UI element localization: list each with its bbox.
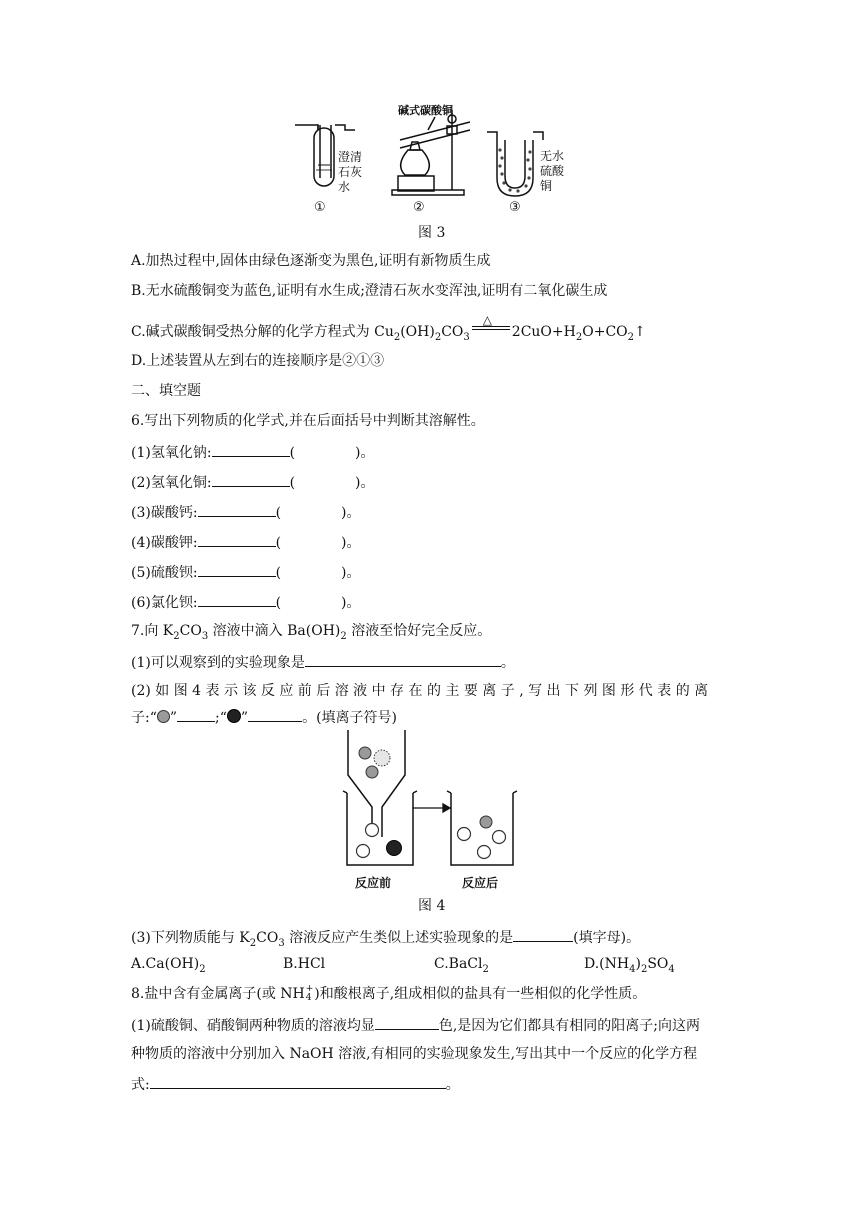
- fig3-caption: 图 3: [418, 225, 446, 241]
- q8-stem: 8.盐中含有金属离子(或 NH + 4 )和酸根离子,组成相似的盐具有一些相似的化学性质。: [131, 984, 647, 1003]
- q8-part-1-line-3: 式: 。: [131, 1073, 460, 1095]
- q7-option-c: C.BaCl$_2$: [434, 956, 489, 975]
- dropper-tube: [348, 730, 405, 837]
- beaker-before: [343, 791, 417, 865]
- answer-blank[interactable]: [212, 441, 290, 457]
- fig3-limewater-label: 澄清: [338, 150, 363, 164]
- white-ion: [478, 846, 491, 859]
- q5-option-d: D.上述装置从左到右的连接顺序是②①③: [131, 353, 385, 369]
- gray-ion-symbol: [157, 710, 170, 723]
- figure-3-apparatus: [0, 0, 860, 240]
- q7-part-2-line-1: (2) 如 图 4 表 示 该 反 应 前 后 溶 液 中 存 在 的 主 要 离 子 , 写 出 下 列 图 形 代 表 的 离: [131, 683, 709, 699]
- white-ion: [357, 845, 370, 858]
- q6-item-1: (1)氢氧化钠: ( )。: [131, 441, 375, 463]
- answer-blank[interactable]: [177, 706, 215, 722]
- q8-part-1-line-1: (1)硫酸铜、硝酸铜两种物质的溶液均显 色,是因为它们都具有相同的阳离子;向这两: [131, 1014, 700, 1036]
- q5-option-b: B.无水硫酸铜变为蓝色,证明有水生成;澄清石灰水变浑浊,证明有二氧化碳生成: [131, 283, 608, 299]
- q5-option-c: C.碱式碳酸铜受热分解的化学方程式为 $Cu_2(OH)_2CO_3$ △ $2CuO+H_2O+CO_2↑$: [131, 320, 646, 348]
- answer-blank[interactable]: [198, 561, 276, 577]
- section-heading: 二、填空题: [131, 383, 201, 399]
- answer-blank[interactable]: [198, 591, 276, 607]
- heating-apparatus: [392, 110, 470, 195]
- answer-blank[interactable]: [248, 706, 302, 722]
- fig3-num-3: ③: [509, 200, 521, 215]
- answer-blank[interactable]: [375, 1014, 439, 1030]
- u-tube-cuso4: [487, 132, 543, 196]
- gray-ion: [366, 766, 378, 778]
- q7-stem: 7.向 $K_2CO_3$ 溶液中滴入 $Ba(OH)_2$ 溶液至恰好完全反应。: [131, 623, 492, 642]
- q7-option-b: B.HCl: [283, 956, 326, 972]
- fig3-limewater-label: 石灰: [338, 165, 363, 179]
- answer-blank[interactable]: [198, 501, 276, 517]
- q7-option-a: $A.Ca(OH)_2$: [131, 956, 206, 975]
- answer-blank[interactable]: [150, 1073, 446, 1089]
- q6-item-2: (2)氢氧化铜: ( )。: [131, 471, 375, 493]
- q8-part-1-line-2: 种物质的溶液中分别加入 NaOH 溶液,有相同的实验现象发生,写出其中一个反应的化学方程: [131, 1046, 698, 1062]
- q6-stem: 6.写出下列物质的化学式,并在后面括号中判断其溶解性。: [131, 413, 485, 429]
- u-tube-granules: [498, 148, 531, 192]
- fig3-limewater-label: 水: [338, 180, 351, 194]
- white-ion: [458, 828, 471, 841]
- q6-item-3: (3)碳酸钙: ( )。: [131, 501, 361, 523]
- fig3-cuso4-label: 无水: [540, 149, 565, 163]
- reaction-arrow: [413, 804, 450, 812]
- fig4-before-label: 反应前: [355, 876, 392, 890]
- nh4-charge: + 4: [305, 984, 314, 1003]
- black-ion: [387, 841, 402, 856]
- q6-item-5: (5)硫酸钡: ( )。: [131, 561, 361, 583]
- q5-option-a: A.加热过程中,固体由绿色逐渐变为黑色,证明有新物质生成: [131, 253, 491, 269]
- fig3-top-label: 碱式碳酸铜: [398, 104, 453, 117]
- figure-4-ion-diagram: [0, 725, 860, 905]
- q7-part-3: (3)下列物质能与 $K_2CO_3$ 溶液反应产生类似上述实验现象的是 (填字母)。: [131, 926, 640, 954]
- q5-c-text: C.碱式碳酸铜受热分解的化学方程式为 Cu: [131, 324, 394, 340]
- q6-item-4: (4)碳酸钾: ( )。: [131, 531, 361, 553]
- fig3-num-2: ②: [413, 200, 425, 215]
- answer-blank[interactable]: [305, 651, 501, 667]
- fig4-after-label: 反应后: [462, 876, 499, 890]
- black-ion-symbol: [227, 709, 241, 723]
- delta-symbol: △: [482, 313, 493, 327]
- q7-option-d: $D.(NH_4)_2SO_4$: [584, 956, 675, 975]
- answer-blank[interactable]: [198, 531, 276, 547]
- q7-part-1: (1)可以观察到的实验现象是 。: [131, 651, 515, 673]
- white-ion: [366, 824, 379, 837]
- answer-blank[interactable]: [513, 926, 573, 942]
- reaction-condition: [470, 313, 512, 336]
- gray-ion: [480, 816, 492, 828]
- q7-part-2-line-2: 子:“ ” ;“ ” 。(填离子符号): [131, 706, 397, 728]
- white-ion: [493, 831, 506, 844]
- gray-ion: [359, 747, 371, 759]
- answer-blank[interactable]: [212, 471, 290, 487]
- fig4-caption: 图 4: [418, 898, 446, 914]
- fig3-num-1: ①: [314, 200, 326, 215]
- q6-item-6: (6)氯化钡: ( )。: [131, 591, 361, 613]
- fig3-cuso4-label: 铜: [540, 179, 553, 193]
- fig3-cuso4-label: 硫酸: [540, 164, 565, 178]
- dotted-ion: [374, 750, 390, 766]
